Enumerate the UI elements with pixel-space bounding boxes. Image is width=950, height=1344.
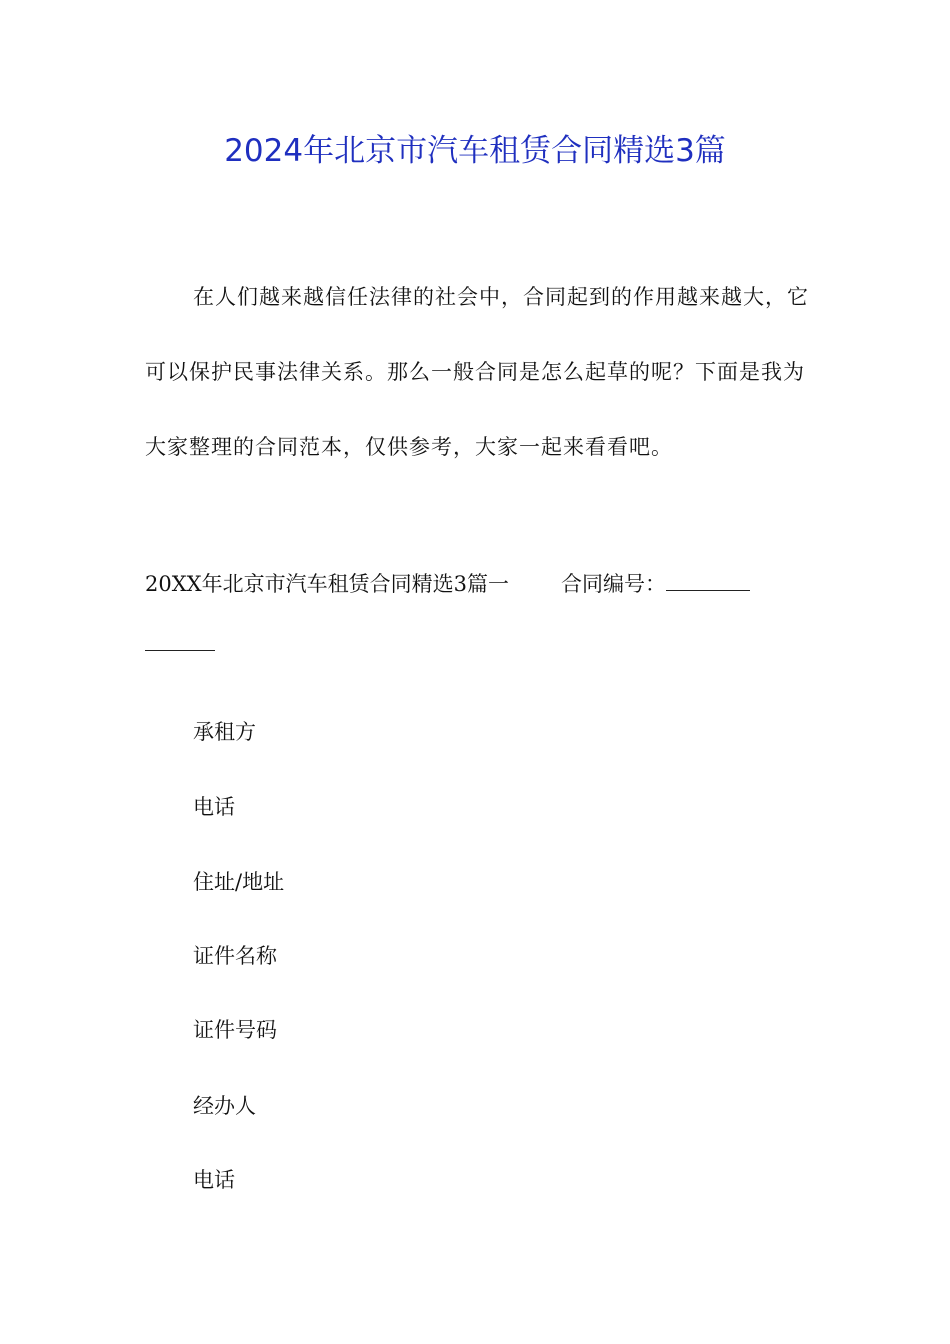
contract-number-label: 合同编号：	[560, 572, 666, 596]
field-phone: 电话	[193, 795, 235, 819]
contract-number-blank-continued	[145, 650, 215, 651]
intro-paragraph: 在人们越来越信任法律的社会中，合同起到的作用越来越大，它可以保护民事法律关系。那么一般合同是怎么起草的呢？下面是我为大家整理的合同范本，仅供参考，大家一起来看看吧。	[145, 285, 809, 459]
field-address: 住址/地址	[193, 870, 285, 894]
contract-number-blank	[666, 572, 750, 591]
field-id-number: 证件号码	[193, 1018, 277, 1042]
field-agent: 经办人	[193, 1094, 256, 1118]
contract-header-line	[145, 566, 815, 602]
field-agent-phone: 电话	[193, 1168, 235, 1192]
section-heading: 20XX年北京市汽车租赁合同精选3篇一	[145, 572, 509, 596]
document-title: 2024年北京市汽车租赁合同精选3篇	[224, 133, 726, 169]
field-id-type: 证件名称	[193, 944, 277, 968]
field-lessee: 承租方	[193, 720, 256, 744]
